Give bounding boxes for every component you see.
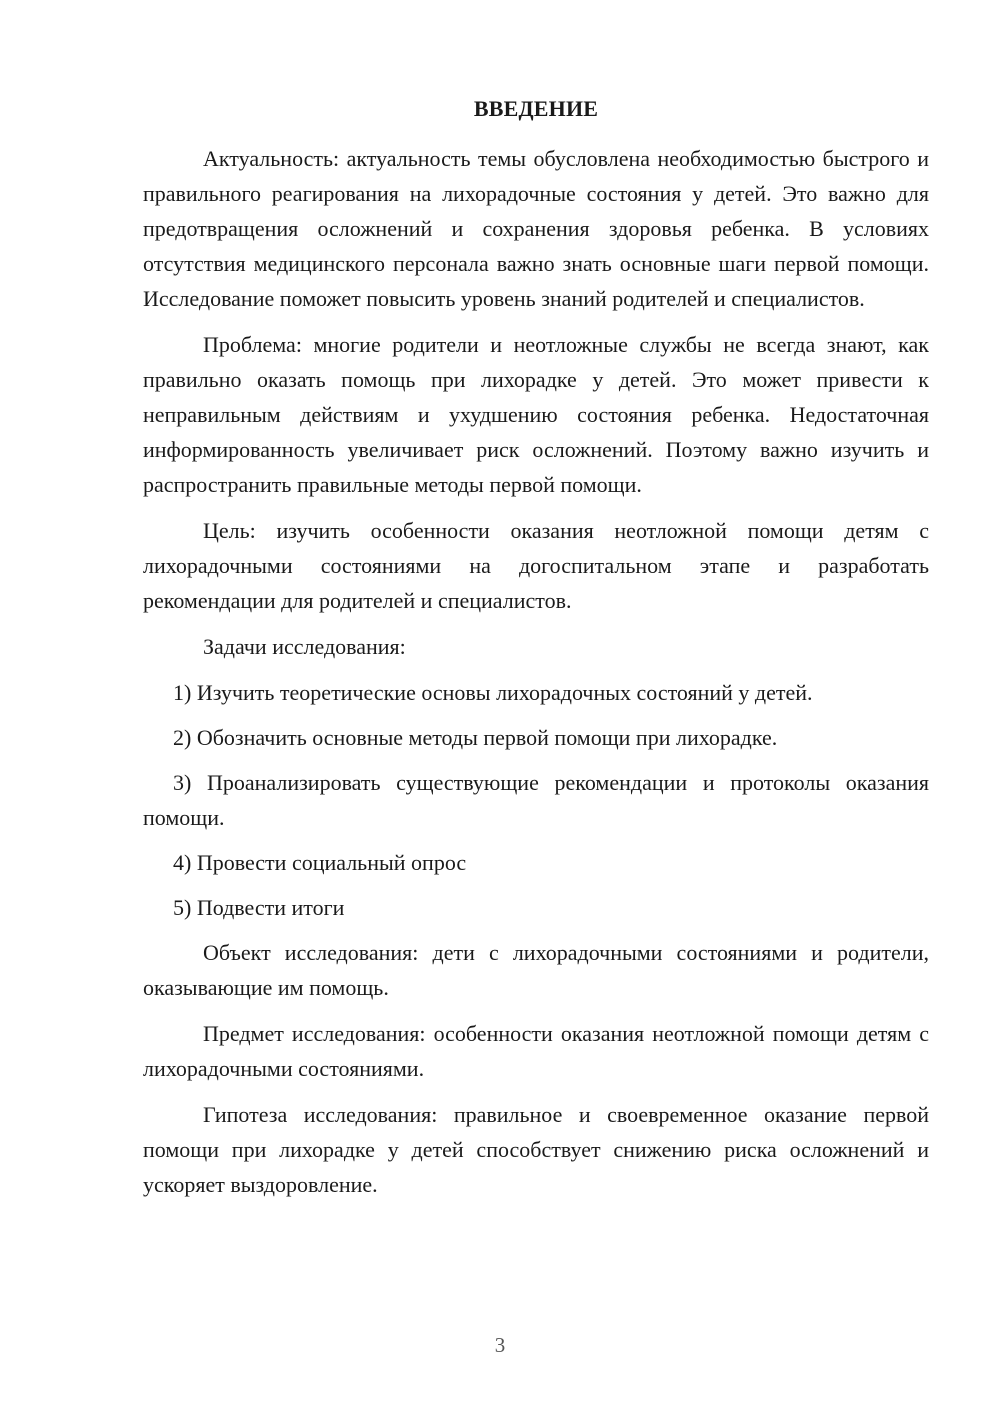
list-item: 4) Провести социальный опрос [173,850,467,875]
page-title: ВВЕДЕНИЕ [473,96,599,121]
tasks-heading: Задачи исследования: [203,634,406,659]
list-item: 1) Изучить теоретические основы лихорадочных состояний у детей. [173,680,813,705]
hypothesis-paragraph: Гипотеза исследования: правильное и своевременное оказание первой помощи при лихорадке у детей способствует снижению риска осложнений и ускоряет выздоровление. [143,1102,929,1197]
document-page [143,94,929,1213]
list-item: 3) Проанализировать существующие рекомендации и протоколы оказания помощи. [143,770,929,830]
goal-paragraph: Цель: изучить особенности оказания неотложной помощи детям с лихорадочными состояниями на догоспитальном этапе и разработать рекомендации для родителей и специалистов. [143,518,929,613]
subject-paragraph: Предмет исследования: особенности оказания неотложной помощи детям с лихорадочными состояниями. [143,1021,929,1081]
problem-paragraph: Проблема: многие родители и неотложные службы не всегда знают, как правильно оказать помощь при лихорадке у детей. Это может привести к неправильным действиям и ухудшению состояния ребенка. Недостаточная информированность увеличивает риск осложнений. Поэтому важно изучить и распространить правильные методы первой помощи. [143,332,929,497]
page-number: 3 [494,1333,506,1357]
relevance-paragraph: Актуальность: актуальность темы обусловлена необходимостью быстрого и правильного реагирования на лихорадочные состояния у детей. Это важно для предотвращения осложнений и сохранения здоровья ребенка. В условиях отсутствия медицинского персонала важно знать основные шаги первой помощи. Исследование поможет повысить уровень знаний родителей и специалистов. [143,146,929,311]
list-item: 2) Обозначить основные методы первой помощи при лихорадке. [173,725,778,750]
object-paragraph: Объект исследования: дети с лихорадочными состояниями и родители, оказывающие им помощь. [143,940,929,1000]
list-item: 5) Подвести итоги [173,895,345,920]
tasks-list [143,675,929,925]
